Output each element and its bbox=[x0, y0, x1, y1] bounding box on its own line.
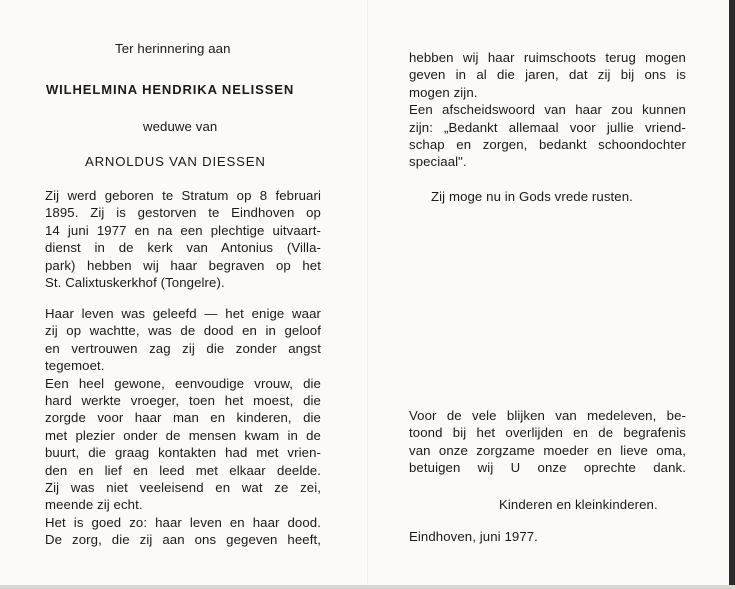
text-line: Een afscheidswoord van haar zou kunnen bbox=[409, 102, 686, 118]
text-line: 1895. Zij is gestorven te Eindhoven op bbox=[45, 205, 321, 221]
text-line: hard werkte vroeger, toen het moest, die bbox=[45, 392, 321, 408]
heading: Ter herinnering aan bbox=[115, 41, 231, 56]
text-line: Zij werd geboren te Stratum op 8 februari bbox=[45, 188, 321, 203]
scan-edge-bottom bbox=[0, 585, 735, 589]
signature: Kinderen en kleinkinderen. bbox=[499, 497, 658, 512]
life-paragraph bbox=[45, 305, 321, 548]
text-line: schap en zorgen, bedankt schoondochter bbox=[409, 136, 686, 152]
farewell-paragraph bbox=[409, 49, 686, 171]
text-line: mogen zijn. bbox=[409, 84, 478, 100]
text-line: den en lief en leed met elkaar deelde. bbox=[45, 462, 321, 478]
text-line: 14 juni 1977 en na een plechtige uitvaart- bbox=[45, 222, 321, 238]
text-line: zijn: „Bedankt allemaal voor jullie vriend- bbox=[409, 119, 686, 135]
text-line: De zorg, die zij aan ons gegeven heeft, bbox=[45, 532, 321, 548]
text-line: geven in al die jaren, dat zij bij ons is bbox=[409, 67, 686, 83]
husband-name: ARNOLDUS VAN DIESSEN bbox=[85, 154, 266, 169]
deceased-name: WILHELMINA HENDRIKA NELISSEN bbox=[46, 82, 295, 97]
text-line: en vertrouwen zag zij die zonder angst bbox=[45, 340, 321, 356]
text-line: Een heel gewone, eenvoudige vrouw, die bbox=[45, 375, 321, 391]
text-line: meende zij echt. bbox=[45, 497, 143, 513]
text-line: buurt, die graag kontakten had met vrien- bbox=[45, 445, 321, 461]
place-date: Eindhoven, juni 1977. bbox=[409, 529, 538, 544]
widow-of-label: weduwe van bbox=[143, 119, 218, 134]
blessing: Zij moge nu in Gods vrede rusten. bbox=[431, 189, 633, 204]
scan-edge-right bbox=[729, 0, 735, 589]
text-line: speciaal". bbox=[409, 154, 467, 170]
text-line: Voor de vele blijken van medeleven, be- bbox=[409, 408, 686, 423]
biography-paragraph bbox=[45, 187, 321, 291]
text-line: van onze zorgzame moeder en lieve oma, bbox=[409, 442, 686, 458]
text-line: Haar leven was geleefd — het enige waar bbox=[45, 306, 321, 321]
text-line: dienst in de kerk van Antonius (Villa- bbox=[45, 240, 321, 256]
text-line: zorgde voor haar man en kinderen, die bbox=[45, 410, 321, 426]
text-line: hebben wij haar ruimschoots terug mogen bbox=[409, 50, 686, 65]
text-line: betuigen wij U onze oprechte dank. bbox=[409, 460, 686, 476]
text-line: Zij was niet veeleisend en wat ze zei, bbox=[45, 479, 321, 495]
text-line: tegemoet. bbox=[45, 358, 105, 374]
text-line: Het is goed zo: haar leven en haar dood. bbox=[45, 514, 321, 530]
text-line: met plezier onder de mensen kwam in de bbox=[45, 427, 321, 443]
text-line: St. Calixtuskerkhof (Tongelre). bbox=[45, 274, 225, 290]
fold-line bbox=[367, 0, 368, 589]
text-line: park) hebben wij haar begraven op het bbox=[45, 257, 321, 273]
text-line: toond bij het overlijden en de begrafenis bbox=[409, 425, 686, 441]
thanks-paragraph bbox=[409, 407, 686, 477]
text-line: zij op wachtte, was de dood en in geloof bbox=[45, 323, 321, 339]
